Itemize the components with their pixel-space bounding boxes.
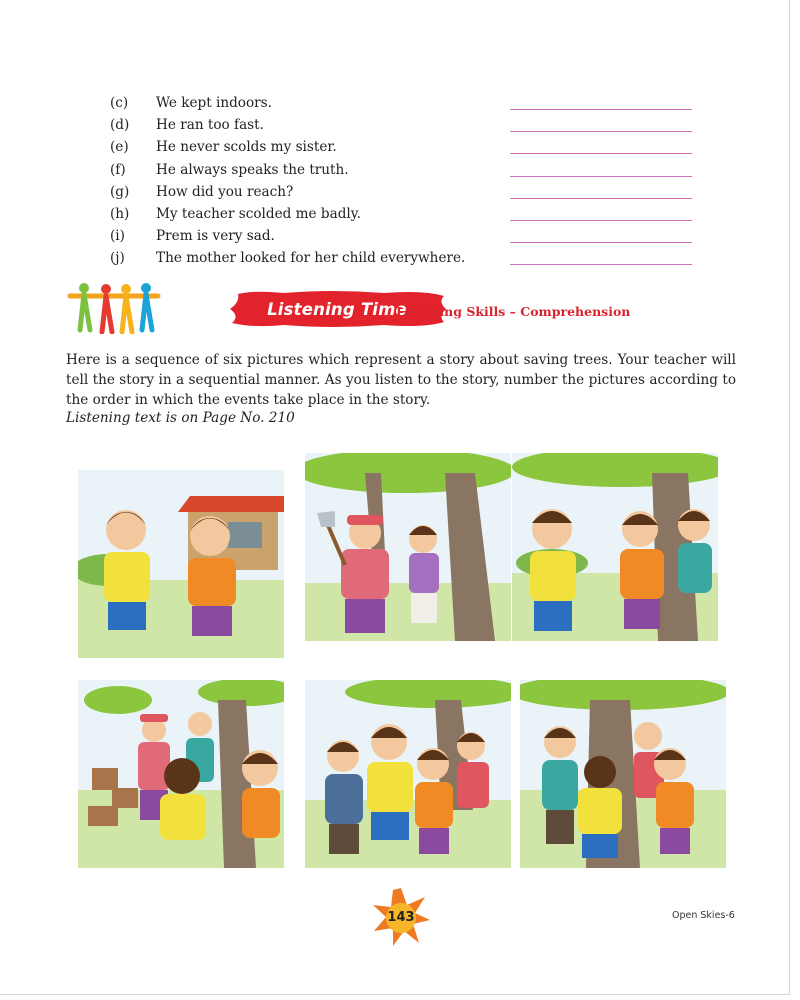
answer-line[interactable]	[510, 109, 692, 110]
answer-line[interactable]	[510, 242, 692, 243]
exercise-item	[110, 159, 710, 181]
item-sentence: He ran too fast.	[156, 117, 264, 134]
children-holding-hands-icon	[66, 282, 162, 334]
exercise-list	[110, 92, 710, 270]
answer-line[interactable]	[510, 264, 692, 265]
exercise-item	[110, 114, 710, 136]
group-of-boys-illustration	[305, 680, 511, 868]
item-sentence: He always speaks the truth.	[156, 161, 349, 178]
page-number: 143	[387, 909, 415, 925]
story-picture-1	[78, 470, 284, 658]
exercise-item	[110, 92, 710, 114]
two-boys-walking-illustration	[78, 470, 284, 658]
item-letter: (g)	[110, 183, 130, 200]
item-letter: (j)	[110, 250, 125, 267]
answer-line[interactable]	[510, 153, 692, 154]
answer-line[interactable]	[510, 220, 692, 221]
exercise-item	[110, 247, 710, 269]
exercise-item	[110, 203, 710, 225]
story-picture-4	[78, 680, 284, 868]
instructions-paragraph: Here is a sequence of six pictures which represent a story about saving trees. Your teacher will tell the story in a sequential manner. As you listen to the story, number the pictures according to the order in which the events take place in the story.	[66, 352, 736, 408]
boys-hugging-tree-illustration	[520, 680, 726, 868]
item-letter: (e)	[110, 139, 129, 156]
item-sentence: Prem is very sad.	[156, 228, 275, 245]
item-letter: (h)	[110, 205, 130, 222]
item-sentence: The mother looked for her child everywhere.	[156, 250, 466, 267]
boys-talking-near-tree-illustration	[512, 453, 718, 641]
answer-line[interactable]	[510, 198, 692, 199]
banner-label: Listening Time	[267, 299, 407, 319]
exercise-item	[110, 181, 710, 203]
item-sentence: How did you reach?	[156, 183, 294, 200]
answer-line[interactable]	[510, 131, 692, 132]
story-picture-3	[512, 453, 718, 641]
man-with-axe-illustration	[305, 453, 511, 641]
item-letter: (i)	[110, 228, 125, 245]
item-letter: (f)	[110, 161, 126, 178]
item-sentence: My teacher scolded me badly.	[156, 205, 361, 222]
answer-line[interactable]	[510, 176, 692, 177]
story-picture-2	[305, 453, 511, 641]
item-letter: (c)	[110, 95, 129, 111]
story-picture-5	[305, 680, 511, 868]
series-title: Open Skies-6	[672, 910, 735, 921]
item-sentence: We kept indoors.	[156, 95, 272, 111]
listening-time-header	[66, 282, 726, 338]
section-subtitle: Listening Skills – Comprehension	[396, 304, 631, 319]
item-sentence: He never scolds my sister.	[156, 139, 337, 156]
story-picture-6	[520, 680, 726, 868]
tree-cutting-scene-illustration	[78, 680, 284, 868]
exercise-item	[110, 136, 710, 158]
listening-text-note: Listening text is on Page No. 210	[66, 410, 295, 426]
item-letter: (d)	[110, 117, 130, 134]
exercise-item	[110, 225, 710, 247]
